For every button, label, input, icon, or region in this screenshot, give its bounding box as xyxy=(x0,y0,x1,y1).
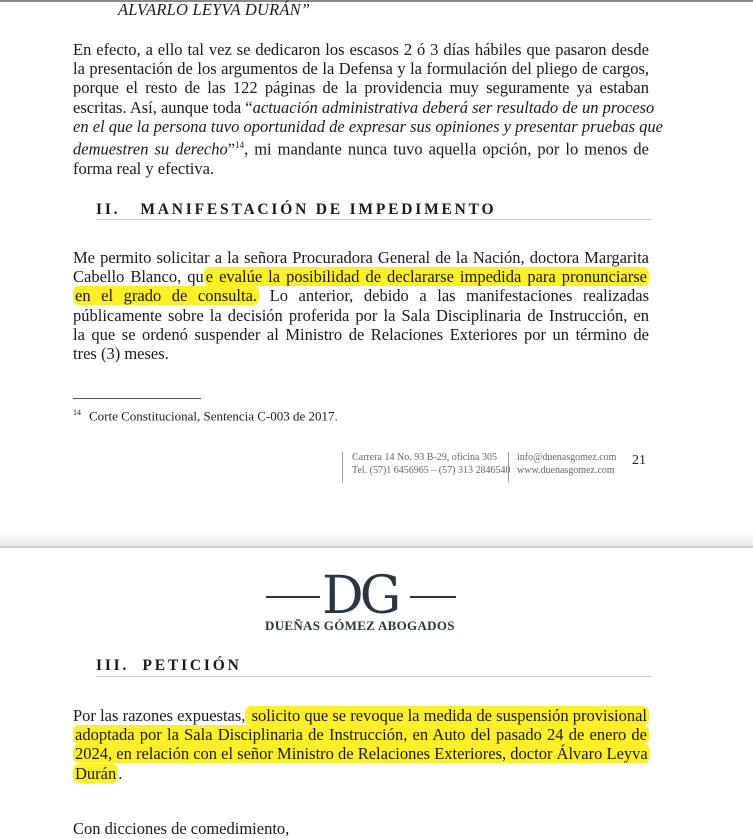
footnote-separator xyxy=(73,398,201,399)
page-top-edge xyxy=(0,0,753,2)
highlighted-text: adoptada por la Sala Disciplinaria de Instrucción, en Auto del pasado 24 de enero de xyxy=(75,725,647,745)
text-segment: Lo anterior, debido a las manifestaciones realizadas xyxy=(259,286,649,306)
closing-quote: ” xyxy=(227,139,236,159)
text-line xyxy=(73,725,649,744)
italic-quote: en el que la persona tuvo oportunidad de expresar sus opiniones y presentar pruebas que xyxy=(73,116,663,136)
footer-phone: Tel. (57)1 6456965 – (57) 313 2846540 xyxy=(352,464,511,476)
text-line xyxy=(73,706,649,725)
footnote-text: Corte Constitucional, Sentencia C-003 de 2017. xyxy=(89,408,338,424)
text-line xyxy=(73,116,663,136)
heading-underline xyxy=(96,676,651,677)
text-segment: escritas. Así, aunque toda “ xyxy=(73,97,253,117)
footnote-number: 14 xyxy=(73,408,81,417)
highlighted-text: e evalúe la posibilidad de declararse impedida para pronunciarse xyxy=(205,267,647,287)
text-segment: Cabello Blanco, qu xyxy=(73,267,204,287)
text-line: tres (3) meses. xyxy=(73,344,169,364)
firm-name: DUEÑAS GÓMEZ ABOGADOS xyxy=(265,618,455,633)
text-line: Me permito solicitar a la señora Procuradora General de la Nación, doctora Margarita xyxy=(73,248,649,267)
section-number: II. xyxy=(96,201,121,218)
text-line: En efecto, a ello tal vez se dedicaron los escasos 2 ó 3 días hábiles que pasaron desde xyxy=(73,40,649,59)
text-line: públicamente sobre la decisión proferida por la Sala Disciplinaria de Instrucción, en xyxy=(73,305,649,325)
text-segment: , mi mandante nunca tuvo aquella opción, por lo menos de xyxy=(244,139,649,159)
text-line xyxy=(73,267,649,286)
logo-rule-left xyxy=(266,596,320,598)
footnote xyxy=(73,408,338,424)
text-segment: . xyxy=(118,763,123,783)
text-line: forma real y efectiva. xyxy=(73,158,215,178)
quote-tail: ALVARLO LEYVA DURÁN” xyxy=(118,0,311,19)
text-segment: Por las razones expuestas, xyxy=(73,706,246,725)
page-number: 21 xyxy=(632,453,646,468)
text-line: porque el resto de las 122 páginas de la providencia muy seguramente ya estaban xyxy=(73,78,649,98)
italic-quote: actuación administrativa deberá ser resultado de un proceso xyxy=(252,97,655,117)
logo-rule-right xyxy=(410,596,456,598)
page-break xyxy=(0,546,753,548)
text-line: la que se ordenó suspender al Ministro de Relaciones Exteriores por un término de xyxy=(73,324,649,344)
paragraph-impediment-request xyxy=(73,248,649,363)
paragraph-defense-time xyxy=(73,40,663,178)
highlighted-text: solicito que se revoque la medida de suspensión provisional xyxy=(247,706,647,725)
closing-line: Con dicciones de comedimiento, xyxy=(73,819,290,838)
footer-contact-block xyxy=(508,452,616,482)
text-line xyxy=(73,286,649,305)
italic-quote: demuestren su derecho xyxy=(73,139,228,159)
paragraph-petition xyxy=(73,706,649,783)
section-heading-petition xyxy=(96,657,242,675)
logo-mark: DG xyxy=(322,566,398,626)
text-line xyxy=(73,97,655,117)
highlighted-text: en el grado de consulta. xyxy=(75,286,258,306)
footer-address: Carrera 14 No. 93 B-29, oficina 305 xyxy=(352,452,497,463)
text-line xyxy=(73,764,649,783)
section-title: MANIFESTACIÓN DE IMPEDIMENTO xyxy=(140,201,497,218)
highlighted-text: Durán xyxy=(75,763,117,783)
section-number: III. xyxy=(96,657,130,674)
heading-underline xyxy=(96,219,651,220)
footer-website[interactable]: www.duenasgomez.com xyxy=(517,464,615,476)
footer-email[interactable]: info@duenasgomez.com xyxy=(517,452,617,463)
text-line xyxy=(73,136,649,159)
footnote-ref[interactable]: 14 xyxy=(235,140,245,151)
section-heading-impediment xyxy=(96,201,496,219)
text-line: la presentación de los argumentos de la Defensa y la formulación del pliego de cargos, xyxy=(73,59,649,79)
page-break-shadow xyxy=(0,533,753,547)
section-title: PETICIÓN xyxy=(142,657,242,674)
footer-address-block xyxy=(342,452,510,482)
text-line xyxy=(73,744,649,763)
highlighted-text: 2024, en relación con el señor Ministro de Relaciones Exteriores, doctor Álvaro Leyva xyxy=(75,744,648,764)
